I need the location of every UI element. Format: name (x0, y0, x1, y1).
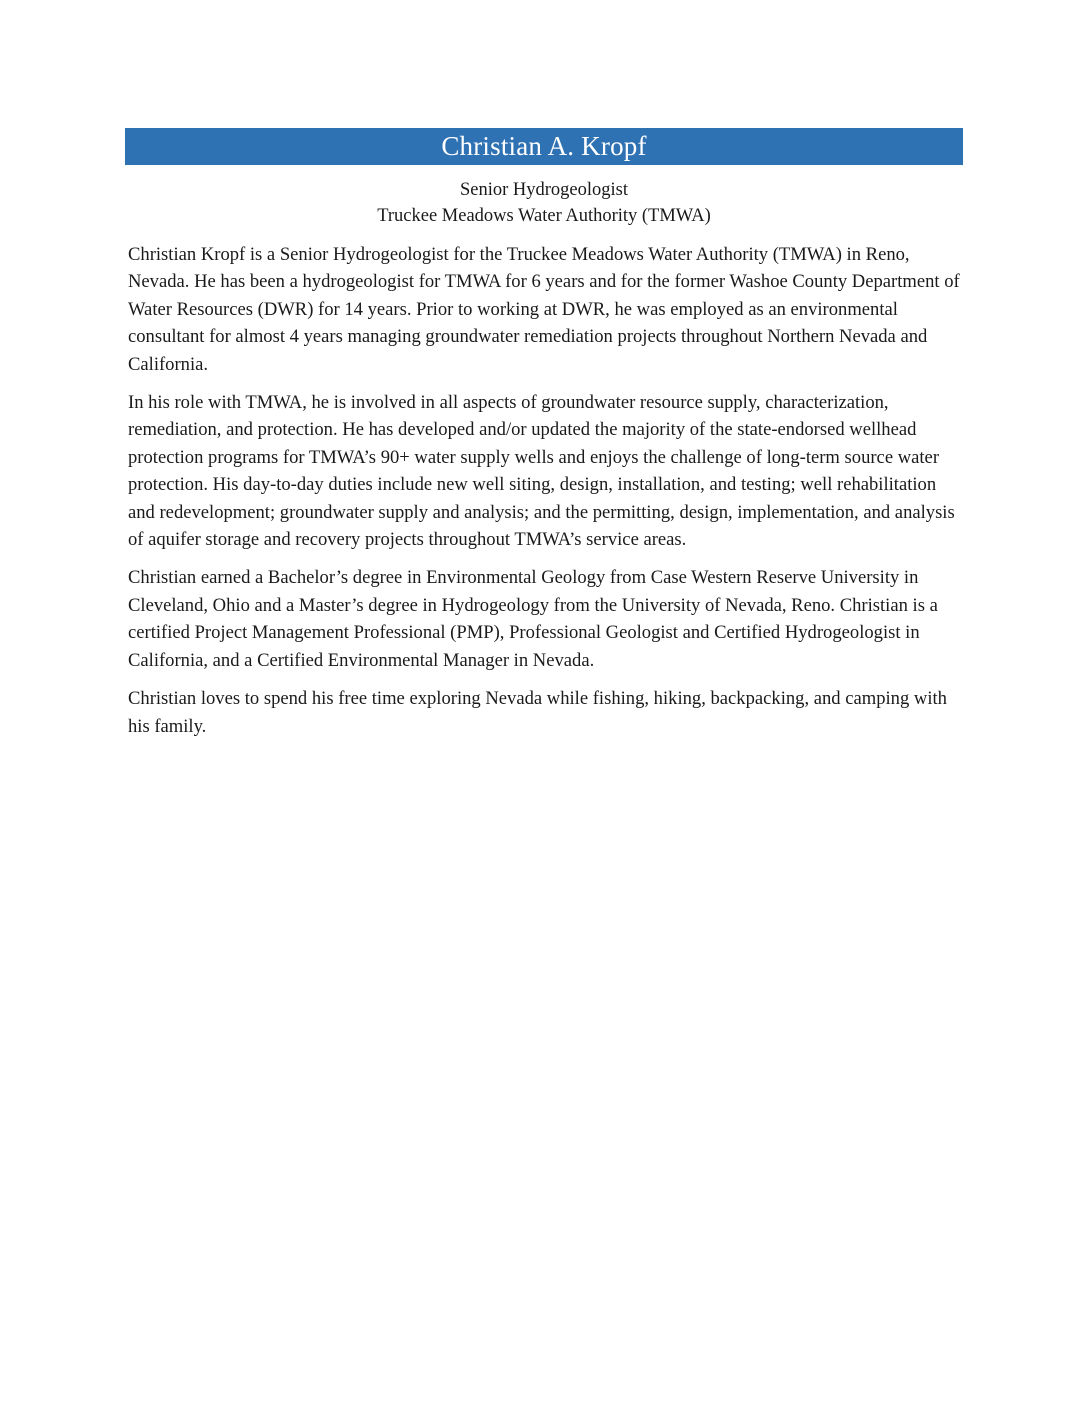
bio-paragraph-education: Christian earned a Bachelor’s degree in Environmental Geology from Case Western Reserve University in Cleveland, Ohio and a Master’s degree in Hydrogeology from the University of Nevada, Reno. Christian is a certified Project Management Professional (PMP), Professional Geologist and Certified Hydrogeologist in California, and a Certified Environmental Manager in Nevada. (128, 567, 938, 671)
person-name: Christian A. Kropf (441, 131, 647, 161)
biography (125, 241, 964, 740)
bio-paragraph-role: In his role with TMWA, he is involved in all aspects of groundwater resource supply, characterization, remediation, and protection. He has developed and/or updated the majority of the state-endorsed wellhead protection programs for TMWA’s 90+ water supply wells and enjoys the challenge of long-term source water protection. His day-to-day duties include new well siting, design, installation, and testing; well rehabilitation and redevelopment; groundwater supply and analysis; and the permitting, design, implementation, and analysis of aquifer storage and recovery projects throughout TMWA’s service areas. (128, 392, 955, 551)
bio-paragraph-personal: Christian loves to spend his free time exploring Nevada while fishing, hiking, backpacking, and camping with his family. (128, 688, 947, 737)
job-title: Senior Hydrogeologist (459, 180, 629, 200)
bio-paragraph-career: Christian Kropf is a Senior Hydrogeologist for the Truckee Meadows Water Authority (TMWA) in Reno, Nevada. He has been a hydrogeologist for TMWA for 6 years and for the former Washoe County Department of Water Resources (DWR) for 14 years. Prior to working at DWR, he was employed as an environmental consultant for almost 4 years managing groundwater remediation projects throughout Northern Nevada and California. (128, 244, 960, 375)
subtitle-block (125, 177, 963, 229)
title-banner (125, 128, 963, 165)
document-page (125, 128, 963, 751)
organization-name: Truckee Meadows Water Authority (TMWA) (377, 206, 711, 226)
